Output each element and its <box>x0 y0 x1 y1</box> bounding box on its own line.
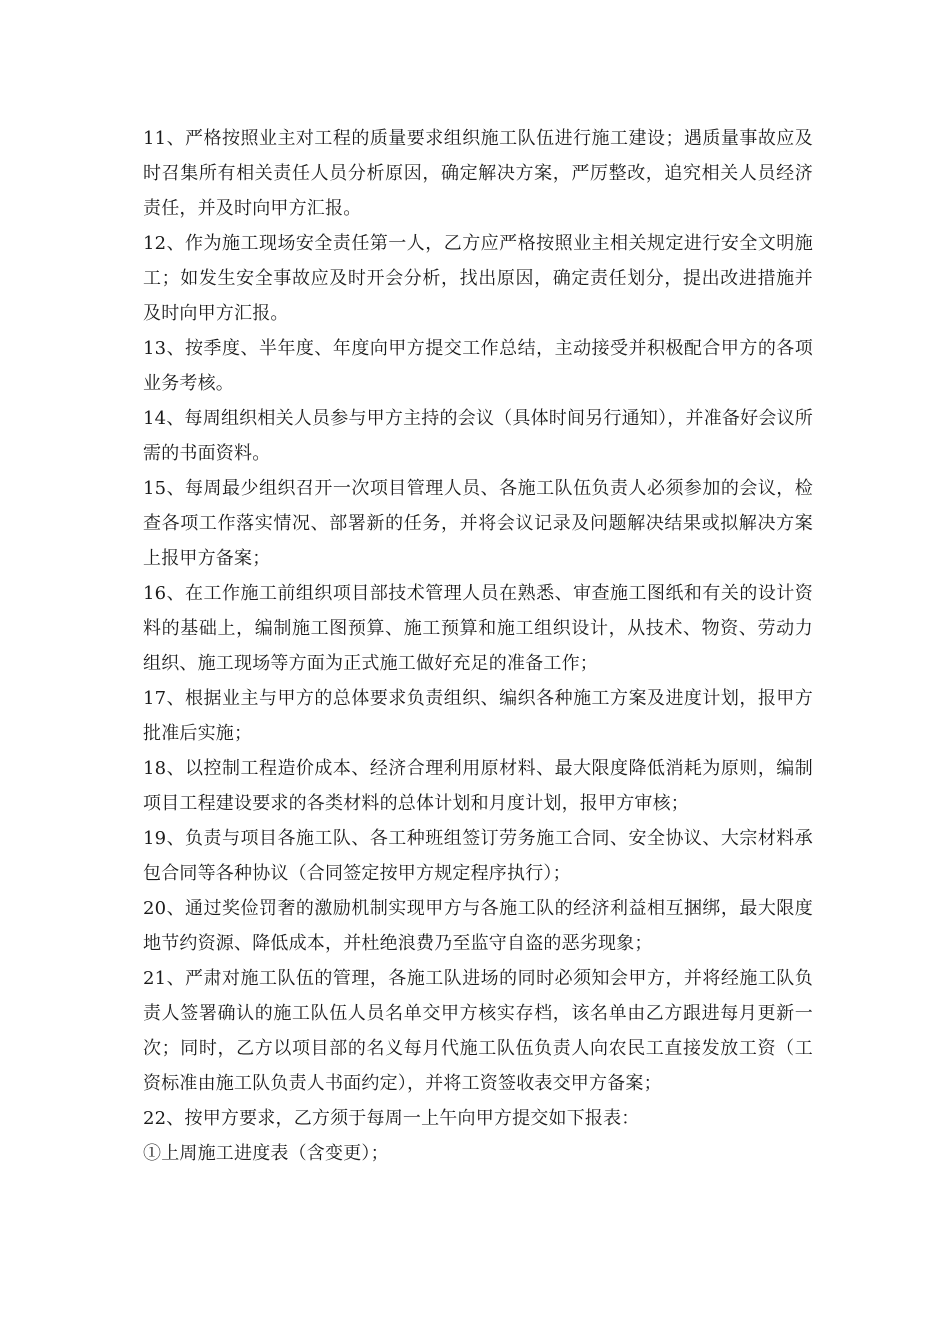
paragraph-17: 17、根据业主与甲方的总体要求负责组织、编织各种施工方案及进度计划，报甲方批准后实施； <box>143 688 813 744</box>
paragraph-13: 13、按季度、半年度、年度向甲方提交工作总结，主动接受并积极配合甲方的各项业务考核。 <box>143 338 813 394</box>
paragraph-21: 21、严肃对施工队伍的管理，各施工队进场的同时必须知会甲方，并将经施工队负责人签署确认的施工队伍人员名单交甲方核实存档，该名单由乙方跟进每月更新一次；同时，乙方以项目部的名义每月代施工队伍负责人向农民工直接发放工资（工资标准由施工队负责人书面约定），并将工资签收表交甲方备案； <box>143 968 813 1094</box>
paragraph-14: 14、每周组织相关人员参与甲方主持的会议（具体时间另行通知），并准备好会议所需的书面资料。 <box>143 408 813 464</box>
document-body <box>143 121 813 1171</box>
paragraph-16: 16、在工作施工前组织项目部技术管理人员在熟悉、审查施工图纸和有关的设计资料的基础上，编制施工图预算、施工预算和施工组织设计，从技术、物资、劳动力组织、施工现场等方面为正式施工做好充足的准备工作； <box>143 583 813 674</box>
paragraph-18: 18、以控制工程造价成本、经济合理利用原材料、最大限度降低消耗为原则，编制项目工程建设要求的各类材料的总体计划和月度计划，报甲方审核； <box>143 758 813 814</box>
paragraph-19: 19、负责与项目各施工队、各工种班组签订劳务施工合同、安全协议、大宗材料承包合同等各种协议（合同签定按甲方规定程序执行）； <box>143 828 813 884</box>
paragraph-15: 15、每周最少组织召开一次项目管理人员、各施工队伍负责人必须参加的会议，检查各项工作落实情况、部署新的任务，并将会议记录及问题解决结果或拟解决方案上报甲方备案； <box>143 478 813 569</box>
list-item-report-1: ①上周施工进度表（含变更）； <box>143 1143 389 1164</box>
paragraph-22: 22、按甲方要求，乙方须于每周一上午向甲方提交如下报表： <box>143 1108 640 1129</box>
paragraph-11: 11、严格按照业主对工程的质量要求组织施工队伍进行施工建设；遇质量事故应及时召集所有相关责任人员分析原因，确定解决方案，严厉整改，追究相关人员经济责任，并及时向甲方汇报。 <box>143 128 813 219</box>
paragraph-20: 20、通过奖俭罚奢的激励机制实现甲方与各施工队的经济利益相互捆绑，最大限度地节约资源、降低成本，并杜绝浪费乃至监守自盗的恶劣现象； <box>143 898 813 954</box>
paragraph-12: 12、作为施工现场安全责任第一人，乙方应严格按照业主相关规定进行安全文明施工；如发生安全事故应及时开会分析，找出原因，确定责任划分，提出改进措施并及时向甲方汇报。 <box>143 233 813 324</box>
